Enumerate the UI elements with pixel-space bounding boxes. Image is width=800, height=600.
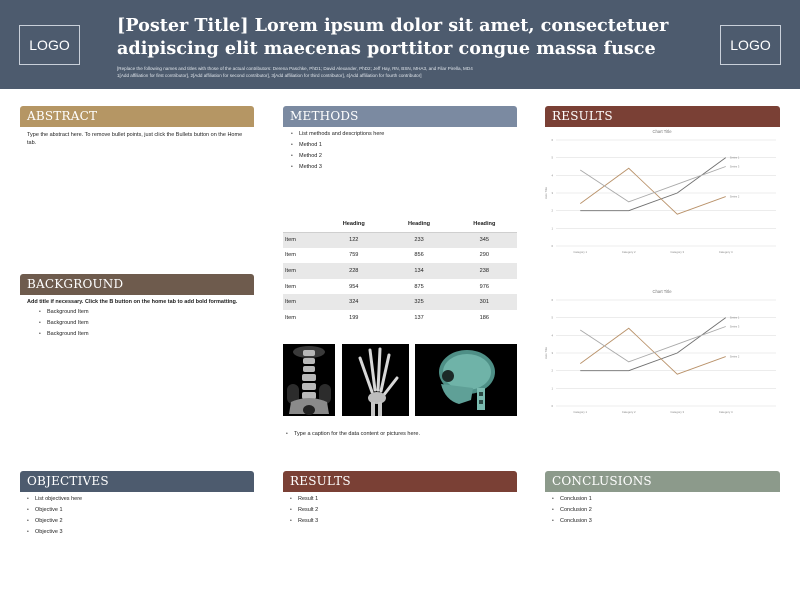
- list-item: • Conclusion 1: [551, 496, 771, 504]
- table-cell: 290: [479, 252, 489, 259]
- list-item: • Objective 1: [26, 507, 246, 515]
- hand-xray-image: [342, 344, 409, 416]
- legend-label: Series 1: [729, 316, 740, 320]
- contributors: [117, 65, 717, 79]
- table-cell: Item: [283, 263, 321, 279]
- logo-left: LOGO: [19, 25, 80, 65]
- results-chart-2: [544, 286, 780, 418]
- list-item: • Conclusion 3: [551, 518, 771, 526]
- table-cell: Item: [283, 294, 321, 310]
- caption-list: [285, 431, 515, 442]
- table-cell: 976: [479, 283, 489, 290]
- list-item: • Objective 3: [26, 529, 246, 537]
- x-tick-label: Category 1: [573, 410, 588, 414]
- results-heading: RESULTS: [545, 106, 780, 127]
- table-row: [283, 310, 517, 326]
- table-cell: 324: [321, 294, 386, 310]
- poster-header: [0, 0, 800, 89]
- series-line-series-3: [580, 327, 726, 362]
- table-header: Heading: [321, 217, 386, 232]
- results-list: [289, 496, 509, 529]
- list-item: • Method 1: [290, 142, 510, 150]
- methods-heading: METHODS: [283, 106, 517, 127]
- y-tick-label: 5: [551, 315, 553, 320]
- list-item: • Result 1: [289, 496, 509, 504]
- table-cell: 228: [321, 263, 386, 279]
- objectives-heading: OBJECTIVES: [20, 471, 254, 492]
- list-item: • Objective 2: [26, 518, 246, 526]
- table-cell: 134: [386, 263, 451, 279]
- y-axis-label: Axis Title: [544, 346, 548, 360]
- list-item: • Conclusion 2: [551, 507, 771, 515]
- results-chart-1: [544, 126, 780, 258]
- line-chart: [544, 286, 780, 418]
- contributors-names: [Replace the following names and titles with those of the actual contributors: Derena Paschke, PhD1; David Alexander, PhD2; Jeff Hay, RN, BSN, MHA3, and Filar Pirella, MD4: [117, 66, 473, 71]
- list-item: • Background Item: [38, 309, 238, 317]
- x-tick-label: Category 4: [718, 410, 733, 414]
- table-row: [283, 232, 517, 248]
- table-cell: 759: [349, 252, 359, 259]
- table-cell: 875: [414, 283, 424, 290]
- table-cell: 238: [452, 263, 517, 279]
- series-line-series-3: [580, 167, 726, 202]
- methods-list: [290, 131, 510, 175]
- legend-label: Series 1: [729, 156, 740, 160]
- x-tick-label: Category 2: [621, 410, 636, 414]
- y-tick-label: 2: [551, 368, 553, 373]
- x-tick-label: Category 3: [670, 410, 685, 414]
- y-tick-label: 0: [551, 404, 553, 408]
- table-cell: 199: [349, 314, 359, 321]
- table-cell: 233: [386, 232, 451, 248]
- list-item: • Result 2: [289, 507, 509, 515]
- table-cell: 325: [386, 294, 451, 310]
- y-tick-label: 1: [551, 226, 553, 231]
- poster-title: [117, 14, 707, 60]
- y-tick-label: 1: [551, 386, 553, 391]
- table-header: [283, 217, 321, 232]
- background-intro: Add title if necessary. Click the B button on the home tab to add bold formatting.: [27, 299, 238, 305]
- x-tick-label: Category 4: [718, 250, 733, 254]
- y-tick-label: 4: [551, 333, 553, 338]
- list-item: • Background Item: [38, 331, 238, 339]
- contributors-affiliations: 1[Add affiliation for first contributor], 2[Add affiliation for second contributor], 3[Add affiliation for third contributor], 4[Add affiliation for fourth contributor]: [117, 73, 422, 78]
- list-item: • Method 3: [290, 164, 510, 172]
- list-item: • Result 3: [289, 518, 509, 526]
- table-cell: Item: [285, 314, 296, 321]
- chart-title: Chart Title: [652, 129, 672, 134]
- table-row: [283, 248, 517, 264]
- line-chart: [544, 126, 780, 258]
- y-axis-label: Axis Title: [544, 186, 548, 200]
- y-tick-label: 3: [551, 351, 553, 355]
- y-tick-label: 4: [551, 173, 553, 178]
- objectives-list: [26, 496, 246, 540]
- poster-title-line-2: adipiscing elit maecenas porttitor congue massa fusce: [117, 38, 656, 59]
- table-cell: 301: [452, 294, 517, 310]
- table-row: [283, 279, 517, 295]
- x-tick-label: Category 2: [621, 250, 636, 254]
- background-list: [38, 309, 238, 342]
- y-tick-label: 0: [551, 244, 553, 248]
- results-bottom-heading: RESULTS: [283, 471, 517, 492]
- table-cell: 186: [479, 314, 489, 321]
- x-tick-label: Category 3: [670, 250, 685, 254]
- table-cell: Item: [285, 252, 296, 259]
- list-item: • List methods and descriptions here: [290, 131, 510, 139]
- y-tick-label: 2: [551, 208, 553, 213]
- table-cell: 122: [321, 232, 386, 248]
- table-cell: 137: [414, 314, 424, 321]
- table-header: Heading: [386, 217, 451, 232]
- y-tick-label: 6: [551, 138, 553, 142]
- y-tick-label: 6: [551, 298, 553, 302]
- legend-label: Series 2: [729, 195, 740, 199]
- table-cell: Item: [283, 232, 321, 248]
- methods-table: [283, 217, 517, 326]
- table-header-row: [283, 217, 517, 232]
- legend-label: Series 3: [729, 165, 740, 169]
- x-tick-label: Category 1: [573, 250, 588, 254]
- background-heading: BACKGROUND: [20, 274, 254, 295]
- list-item: • List objectives here: [26, 496, 246, 504]
- abstract-heading: ABSTRACT: [20, 106, 254, 127]
- conclusions-heading: CONCLUSIONS: [545, 471, 780, 492]
- conclusions-list: [551, 496, 771, 529]
- chart-title: Chart Title: [652, 289, 672, 294]
- table-cell: 954: [349, 283, 359, 290]
- spine-xray-image: [283, 344, 335, 416]
- table-header: Heading: [452, 217, 517, 232]
- list-item: • Method 2: [290, 153, 510, 161]
- image-caption: • Type a caption for the data content or pictures here.: [285, 431, 515, 439]
- table-row: [283, 263, 517, 279]
- table-cell: 345: [452, 232, 517, 248]
- y-tick-label: 3: [551, 191, 553, 195]
- y-tick-label: 5: [551, 155, 553, 160]
- skull-xray-image: [415, 344, 517, 416]
- logo-right: LOGO: [720, 25, 781, 65]
- abstract-text: Type the abstract here. To remove bullet points, just click the Bullets button on the Home tab.: [27, 132, 243, 146]
- table-cell: 856: [414, 252, 424, 259]
- legend-label: Series 2: [729, 355, 740, 359]
- table-row: [283, 294, 517, 310]
- table-cell: Item: [285, 283, 296, 290]
- legend-label: Series 3: [729, 325, 740, 329]
- list-item: • Background Item: [38, 320, 238, 328]
- poster-title-line-1: [Poster Title] Lorem ipsum dolor sit amet, consectetuer: [117, 15, 669, 36]
